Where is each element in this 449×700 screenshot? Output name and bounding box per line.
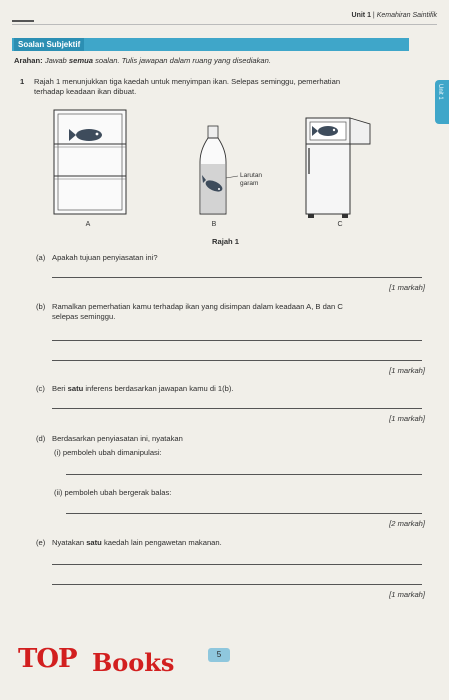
question-number: 1 [20,77,25,86]
answer-line-c[interactable] [52,408,422,409]
question-e-bold: satu [86,538,102,547]
figure-caption: Rajah 1 [212,237,240,246]
refrigerator-c [306,118,370,218]
open-shelf-cabinet-a [54,110,126,214]
figure-rajah-1 [40,104,400,240]
question-a-label: (a) [36,253,46,262]
answer-line-e1[interactable] [52,564,422,565]
answer-line-b1[interactable] [52,340,422,341]
instruction-bold: semua [68,56,93,65]
question-e-pre: Nyatakan [52,538,87,547]
marks-a: [1 markah] [389,283,425,292]
marks-d: [2 markah] [389,519,425,528]
label-pointer-line [226,176,238,178]
watermark-logo-top: TOP [18,644,77,674]
question-intro-line1: Rajah 1 menunjukkan tiga kaedah untuk menyimpan ikan. Selepas seminggu, pemerhatian [34,77,341,86]
question-e-label: (e) [36,538,46,547]
header-dash [12,20,34,22]
page-number: 5 [208,648,230,662]
question-d-i: (i) pemboleh ubah dimanipulasi: [54,448,162,457]
header-title: Kemahiran Saintifik [376,12,437,19]
side-tab-label: Unit 1 [437,84,443,100]
instruction-part2: soalan. Tulis jawapan dalam ruang yang disediakan. [92,56,271,65]
question-c-pre: Beri [52,384,68,393]
label-c: C [337,221,343,228]
question-e-text [52,538,222,548]
question-d-ii: (ii) pemboleh ubah bergerak balas: [54,488,172,497]
bottle-b [200,126,226,214]
answer-line-d-ii[interactable] [66,513,422,514]
question-c-text [52,384,234,394]
question-c-bold: satu [67,384,84,393]
question-c-label: (c) [36,384,45,393]
running-header: Unit 1 | Kemahiran Saintifik [351,12,437,19]
marks-e: [1 markah] [389,590,425,599]
header-rule [12,24,437,25]
question-e-post: kaedah lain pengawetan makanan. [101,538,222,547]
answer-line-b2[interactable] [52,360,422,361]
instruction [14,56,271,66]
question-d-text: Berdasarkan penyiasatan ini, nyatakan [52,434,183,443]
question-d-label: (d) [36,434,46,443]
question-b-line2: selepas seminggu. [52,312,116,321]
bottle-label-2: garam [240,180,259,187]
header-unit: Unit 1 [351,12,371,19]
question-intro-line2: terhadap keadaan ikan dibuat. [34,87,137,96]
question-b-line1: Ramalkan pemerhatian kamu terhadap ikan yang disimpan dalam keadaan A, B dan C [52,302,343,311]
unit-side-tab [435,80,449,124]
question-b-label: (b) [36,302,46,311]
marks-c: [1 markah] [389,414,425,423]
answer-line-d-i[interactable] [66,474,422,475]
watermark-logo-books: Books [92,648,175,677]
bottle-label-1: Larutan [240,172,263,179]
section-title: Soalan Subjektif [14,38,84,51]
instruction-label: Arahan: [14,56,43,65]
instruction-part1: Jawab [44,56,69,65]
marks-b: [1 markah] [389,366,425,375]
question-a-text: Apakah tujuan penyiasatan ini? [52,253,158,262]
answer-line-e2[interactable] [52,584,422,585]
label-b: B [211,221,217,228]
question-c-post: inferens berdasarkan jawapan kamu di 1(b). [83,384,234,393]
answer-line-a[interactable] [52,277,422,278]
label-a: A [85,221,91,228]
